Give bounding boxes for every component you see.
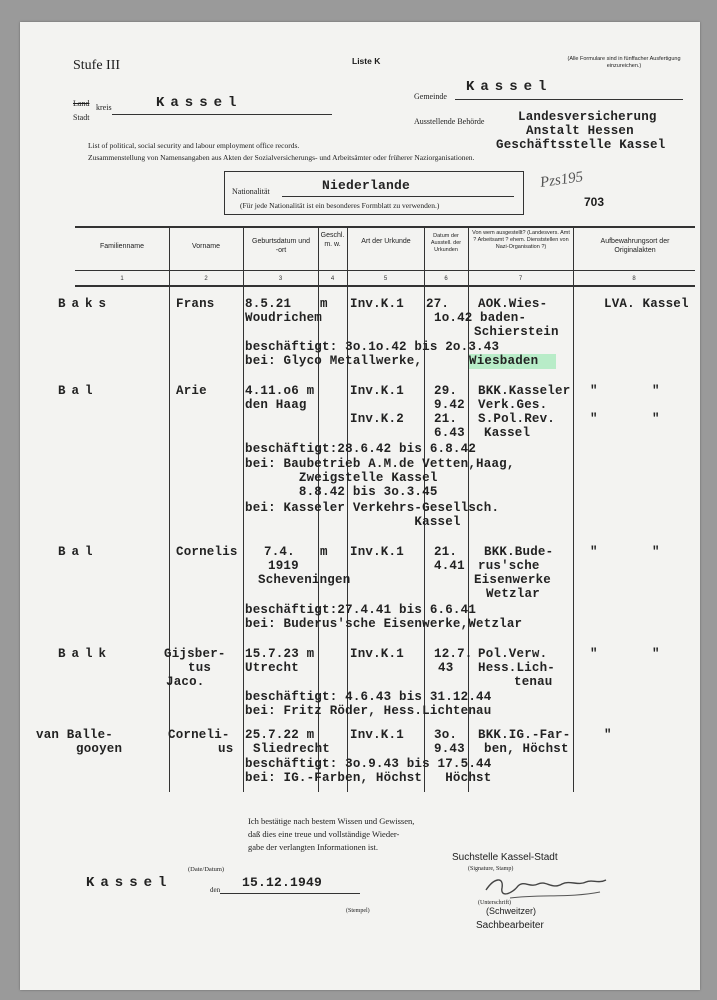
- entry-2-beschaeftigt-5: bei: Kasseler Verkehrs-Gesellsch.: [245, 501, 500, 515]
- entry-3-aussteller-2: rus'sche: [478, 559, 540, 573]
- entry-4-aussteller-1: Pol.Verw.: [478, 647, 548, 661]
- entry-2-ditto-1a: ": [590, 384, 598, 398]
- entry-5-ditto: ": [604, 728, 612, 742]
- entry-2-datum-4: 6.43: [434, 426, 465, 440]
- entry-2-aussteller-1: BKK.Kasseler: [478, 384, 571, 398]
- entry-5-urkunde: Inv.K.1: [350, 728, 404, 742]
- entry-1-urkunde: Inv.K.1: [350, 297, 404, 311]
- entry-2-urkunde-2: Inv.K.2: [350, 412, 404, 426]
- entry-2-beschaeftigt-6: Kassel: [245, 515, 461, 529]
- entry-2-datum-2: 9.42: [434, 398, 465, 412]
- handwritten-reference: Pzs195: [539, 169, 585, 191]
- date-label: (Date/Datum): [188, 866, 225, 873]
- entry-4-beschaeftigt-1: beschäftigt: 4.6.43 bis 31.12.44: [245, 690, 492, 704]
- entry-1-familienname: Baks: [58, 297, 113, 311]
- stufe-label: Stufe III: [73, 58, 121, 73]
- entry-3-familienname: Bal: [58, 545, 99, 559]
- entry-1-datum-1: 27.: [426, 297, 450, 311]
- entry-3-aussteller-3: Eisenwerke: [474, 573, 552, 587]
- entry-1-aussteller-2: baden-: [480, 311, 527, 325]
- column-header-urkunde: Art der Urkunde: [361, 238, 411, 245]
- entry-5-familienname-2: gooyen: [76, 742, 123, 756]
- entry-3-beschaeftigt-2: bei: Buderus'sche Eisenwerke,Wetzlar: [245, 617, 523, 631]
- entry-5-datum-2: 9.43: [434, 742, 465, 756]
- footer-date: 15.12.1949: [242, 875, 323, 890]
- behoerde-line1: Landesversicherung: [518, 110, 657, 124]
- entry-1-datum-2: 1o.42: [434, 311, 473, 325]
- entry-1-arbeitgeber: bei: Glyco Metallwerke,: [245, 354, 423, 368]
- entry-2-aussteller-3: S.Pol.Rev.: [478, 412, 556, 426]
- confirmation-line-3: gabe der verlangten Informationen ist.: [248, 842, 379, 852]
- column-header-aussteller: Von wem ausgestellt? (Landesvers. Amt ? Arbeitsamt ? ehem. Dienststellen von Nazi-Organisation ?): [472, 230, 570, 250]
- table-header-rule: [75, 270, 695, 271]
- entry-3-vorname: Cornelis: [176, 545, 238, 559]
- nationality-label: Nationalität: [232, 187, 270, 196]
- column-number: 8: [632, 276, 636, 282]
- column-header-aufbewahrung: Aufbewahrungsort der Originalakten: [600, 238, 670, 254]
- footer-place: Kassel: [86, 875, 173, 891]
- entry-2-ditto-2b: ": [652, 412, 660, 426]
- signer-title: Sachbearbeiter: [476, 920, 544, 931]
- confirmation-line-2: daß dies eine treue und vollständige Wieder-: [248, 829, 400, 839]
- behoerde-label: Ausstellende Behörde: [414, 117, 485, 126]
- entry-2-vorname: Arie: [176, 384, 207, 398]
- entry-2-beschaeftigt-2: bei: Baubetrieb A.M.de Vetten,Haag,: [245, 457, 515, 471]
- behoerde-line2: Anstalt Hessen: [526, 124, 634, 138]
- entry-4-datum-2: 43: [438, 661, 454, 675]
- entry-3-geburt-jahr: 1919: [268, 559, 299, 573]
- german-description: Zusammenstellung von Namensangaben aus Akten der Sozialversicherungs- und Arbeitsämter oder früherer Naziorganisationen.: [88, 153, 475, 162]
- entry-5-vorname-1: Corneli-: [168, 728, 230, 742]
- kreis-label: kreis: [96, 103, 112, 112]
- unterschrift-label: (Unterschrift): [478, 900, 511, 906]
- suchstelle-stamp: Suchstelle Kassel-Stadt: [452, 852, 558, 863]
- stadt-label: Stadt: [73, 113, 90, 122]
- liste-label: Liste K: [352, 56, 381, 66]
- forms-note: (Alle Formulare sind in fünffacher Ausfertigung einzureichen.): [567, 56, 681, 69]
- entry-5-aussteller-2: ben, Höchst: [484, 742, 569, 756]
- page-number: 703: [584, 195, 605, 209]
- table-top-rule: [75, 226, 695, 228]
- entry-4-familienname: Balk: [58, 647, 113, 661]
- english-description: List of political, social security and labour employment office records.: [88, 141, 300, 150]
- entry-3-datum-2: 4.41: [434, 559, 465, 573]
- kreis-underline: [112, 114, 332, 115]
- entry-3-beschaeftigt-1: beschäftigt:27.4.41 bis 6.6.41: [245, 603, 477, 617]
- column-number: 6: [444, 276, 448, 282]
- date-underline: [220, 893, 360, 894]
- entry-2-datum-1: 29.: [434, 384, 458, 398]
- column-number: 2: [204, 276, 208, 282]
- column-header-datum: Datum der Ausstell. der Urkunden: [430, 233, 462, 253]
- entry-4-ditto-b: ": [652, 647, 660, 661]
- column-number: 5: [383, 276, 388, 282]
- entry-2-aussteller-2: Verk.Ges.: [478, 398, 548, 412]
- column-divider-1: [169, 226, 170, 792]
- nationality-value: Niederlande: [322, 178, 411, 193]
- entry-4-geburt-datum: 15.7.23 m: [245, 647, 315, 661]
- entry-3-geburt-datum: 7.4.: [264, 545, 295, 559]
- entry-5-aussteller-1: BKK.IG.-Far-: [478, 728, 571, 742]
- entry-2-aussteller-4: Kassel: [484, 426, 531, 440]
- entry-4-urkunde: Inv.K.1: [350, 647, 404, 661]
- entry-2-ditto-1b: ": [652, 384, 660, 398]
- column-header-vorname: Vorname: [191, 243, 221, 250]
- entry-3-ditto-a: ": [590, 545, 598, 559]
- table-number-rule: [75, 285, 695, 287]
- gemeinde-label: Gemeinde: [414, 92, 447, 101]
- entry-5-datum-1: 3o.: [434, 728, 458, 742]
- column-header-familienname: Familienname: [100, 243, 144, 250]
- column-header-geburt: Geburtsdatum und -ort: [252, 238, 310, 254]
- entry-4-ditto-a: ": [590, 647, 598, 661]
- entry-4-vorname-3: Jaco.: [166, 675, 205, 689]
- entry-1-arbeitgeber-ort: Wiesbaden: [469, 354, 556, 369]
- entry-1-aussteller-3: Schierstein: [474, 325, 559, 339]
- kreis-value: Kassel: [156, 95, 243, 111]
- entry-4-datum-1: 12.7.: [434, 647, 473, 661]
- entry-2-familienname: Bal: [58, 384, 99, 398]
- entry-3-aussteller-4: Wetzlar: [486, 587, 540, 601]
- behoerde-line3: Geschäftsstelle Kassel: [496, 138, 666, 152]
- entry-2-geburt-datum: 4.11.o6 m: [245, 384, 315, 398]
- entry-4-vorname-2: tus: [188, 661, 212, 675]
- entry-1-geburt-datum: 8.5.21: [245, 297, 292, 311]
- land-label: Land: [73, 99, 90, 108]
- entry-1-beschaeftigt: beschäftigt: 3o.1o.42 bis 2o.3.43: [245, 340, 500, 354]
- entry-4-vorname-1: Gijsber-: [164, 647, 226, 661]
- confirmation-line-1: Ich bestätige nach bestem Wissen und Gewissen,: [248, 816, 415, 826]
- entry-2-geburt-ort: den Haag: [245, 398, 307, 412]
- entry-5-beschaeftigt-1: beschäftigt: 3o.9.43 bis 17.5.44: [245, 757, 492, 771]
- entry-2-beschaeftigt-3: Zweigstelle Kassel: [245, 471, 438, 485]
- nationality-underline: [282, 196, 514, 197]
- gemeinde-underline: [455, 99, 683, 100]
- entry-4-aussteller-3: tenau: [514, 675, 553, 689]
- signer-name: (Schweitzer): [486, 906, 537, 916]
- stempel-label: (Stempel): [346, 908, 370, 914]
- den-label: den: [210, 886, 221, 894]
- column-number: 7: [518, 276, 523, 282]
- signature-label: (Signature, Stamp): [468, 866, 514, 872]
- entry-5-geburt-datum: 25.7.22 m: [245, 728, 315, 742]
- entry-1-geburt-ort: Woudrichem: [245, 311, 323, 325]
- column-number: 3: [278, 276, 283, 282]
- entry-3-datum-1: 21.: [434, 545, 458, 559]
- entry-1-geschlecht: m: [320, 297, 328, 311]
- entry-3-ditto-b: ": [652, 545, 660, 559]
- entry-5-beschaeftigt-2: bei: IG.-Farben, Höchst Höchst: [245, 771, 492, 785]
- column-divider-7: [573, 226, 574, 792]
- entry-1-aufbewahrungsort: LVA. Kassel: [604, 297, 689, 311]
- entry-3-aussteller-1: BKK.Bude-: [484, 545, 554, 559]
- column-number: 4: [330, 276, 335, 282]
- entry-1-vorname: Frans: [176, 297, 215, 311]
- entry-5-geburt-ort: Sliedrecht: [253, 742, 331, 756]
- entry-4-beschaeftigt-2: bei: Fritz Röder, Hess.Lichtenau: [245, 704, 492, 718]
- nationality-note: (Für jede Nationalität ist ein besonderes Formblatt zu verwenden.): [240, 201, 440, 210]
- entry-3-urkunde: Inv.K.1: [350, 545, 404, 559]
- entry-2-ditto-2a: ": [590, 412, 598, 426]
- entry-2-beschaeftigt-1: beschäftigt:28.6.42 bis 6.8.42: [245, 442, 477, 456]
- entry-4-geburt-ort: Utrecht: [245, 661, 299, 675]
- entry-3-geburt-ort: Scheveningen: [258, 573, 351, 587]
- column-header-geschlecht: Geschl. m. w.: [320, 232, 345, 248]
- column-number: 1: [120, 276, 124, 282]
- entry-2-datum-3: 21.: [434, 412, 458, 426]
- entry-5-vorname-2: us: [218, 742, 234, 756]
- entry-3-geschlecht: m: [320, 545, 328, 559]
- entry-4-aussteller-2: Hess.Lich-: [478, 661, 556, 675]
- entry-5-familienname-1: van Balle-: [36, 728, 114, 742]
- entry-2-urkunde-1: Inv.K.1: [350, 384, 404, 398]
- entry-2-beschaeftigt-4: 8.8.42 bis 3o.3.45: [245, 485, 438, 499]
- entry-1-aussteller-1: AOK.Wies-: [478, 297, 548, 311]
- gemeinde-value: Kassel: [466, 79, 553, 95]
